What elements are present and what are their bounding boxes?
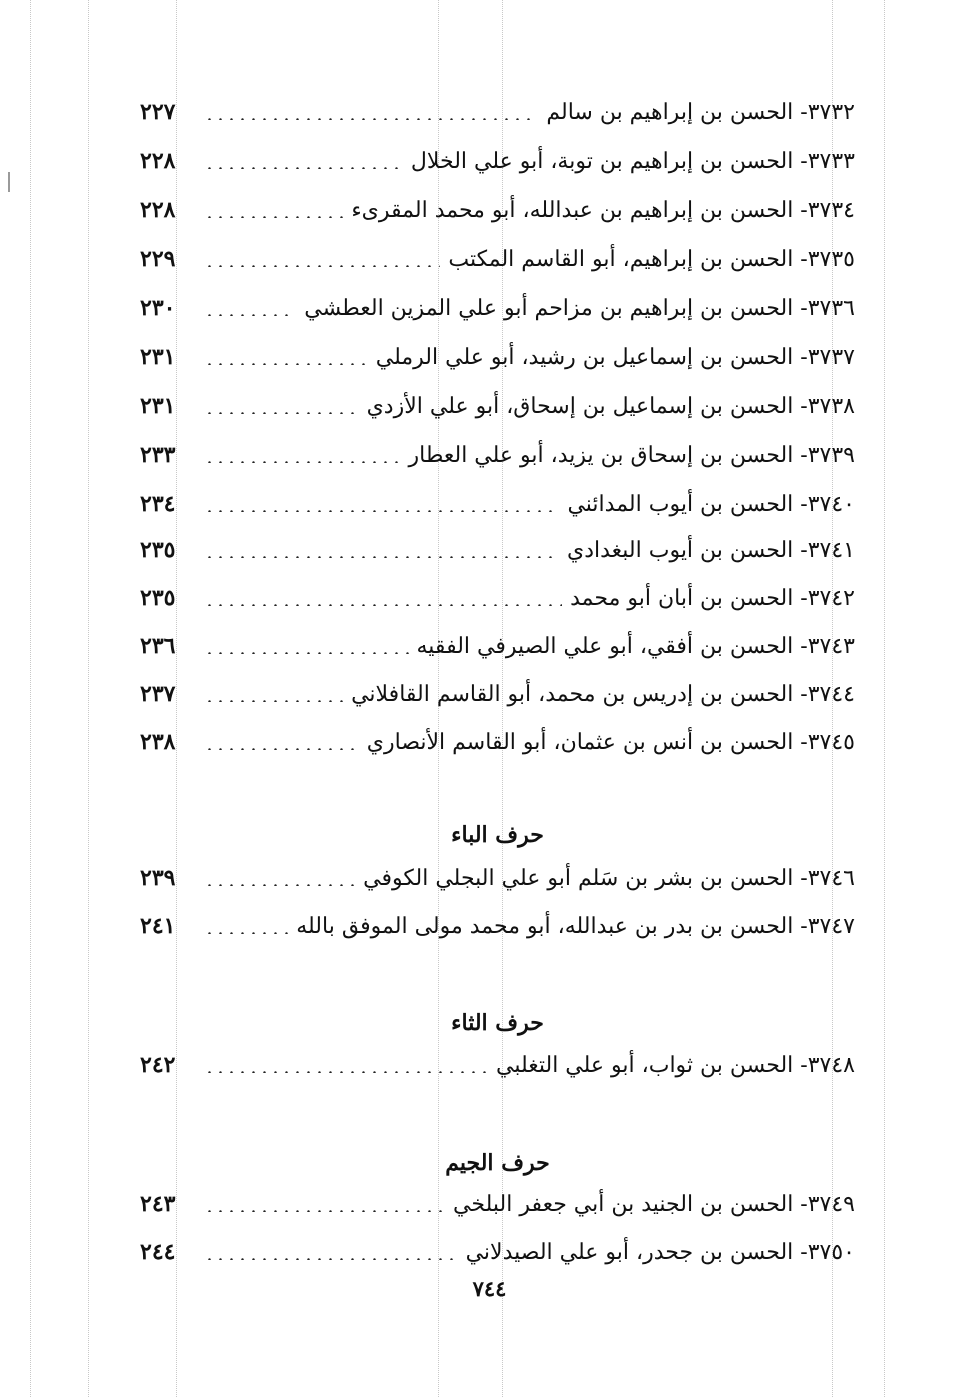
dot-leader [204,216,343,218]
entry-title: ٣٧٣٩- الحسن بن إسحاق بن يزيد، أبو علي العطار [408,442,855,468]
section-heading: حرف الثاء [451,1010,544,1036]
dot-leader [204,510,559,512]
entry-title: ٣٧٤٢- الحسن بن أبان أبو محمد [570,585,855,611]
toc-entry [140,722,855,762]
toc-entry [140,288,855,328]
entry-title: ٣٧٣٢- الحسن بن إبراهيم بن سالم [546,99,855,125]
toc-entry [140,92,855,132]
entry-title: ٣٧٤٧- الحسن بن بدر بن عبدالله، أبو محمد مولى الموفق بالله [296,913,855,939]
entry-page-number: ٢٣٤ [140,491,176,517]
entry-title: ٣٧٣٨- الحسن بن إسماعيل بن إسحاق، أبو علي الأزدي [366,393,855,419]
entry-page-number: ٢٣٠ [140,295,176,321]
section-heading: حرف الباء [451,822,544,848]
toc-entry [140,239,855,279]
entry-page-number: ٢٣٥ [140,537,176,563]
toc-entry [140,141,855,181]
toc-entry [140,626,855,666]
dot-leader [204,932,288,934]
toc-entry [140,858,855,898]
toc-entry [140,578,855,618]
entry-title: ٣٧٣٥- الحسن بن إبراهيم، أبو القاسم المكتب [448,246,855,272]
dot-leader [204,314,296,316]
entry-title: ٣٧٤٣- الحسن بن أفقي، أبو علي الصيرفي الفقيه [416,633,855,659]
toc-entry [140,1184,855,1224]
toc-entry [140,386,855,426]
entry-page-number: ٢٣٦ [140,633,176,659]
entry-page-number: ٢٢٧ [140,99,176,125]
entry-title: ٣٧٤١- الحسن بن أيوب البغدادي [567,537,855,563]
toc-entry [140,435,855,475]
entry-title: ٣٧٤٥- الحسن بن أنس بن عثمان، أبو القاسم الأنصاري [366,729,855,755]
scan-artifact-line [30,0,31,1397]
dot-leader [204,1210,445,1212]
toc-entry [140,906,855,946]
entry-page-number: ٢٣١ [140,393,176,419]
entry-title: ٣٧٥٠- الحسن بن جحدر، أبو علي الصيدلاني [465,1239,855,1265]
entry-title: ٣٧٣٧- الحسن بن إسماعيل بن رشيد، أبو علي الرملي [375,344,855,370]
toc-entry [140,530,855,570]
entry-title: ٣٧٤٠- الحسن بن أيوب المدائني [567,491,855,517]
entry-title: ٣٧٣٤- الحسن بن إبراهيم بن عبدالله، أبو محمد المقرىء [351,197,855,223]
scan-artifact-line [88,0,89,1397]
dot-leader [204,748,359,750]
margin-mark [8,172,10,192]
entry-page-number: ٢٤٤ [140,1239,176,1265]
entry-title: ٣٧٤٦- الحسن بن بشر بن سَلم أبو علي البجلي الكوفي [363,865,855,891]
entry-page-number: ٢٣٥ [140,585,176,611]
toc-entry [140,1232,855,1272]
entry-page-number: ٢٣٨ [140,729,176,755]
entry-page-number: ٢٢٨ [140,148,176,174]
dot-leader [204,461,401,463]
toc-entry [140,674,855,714]
entry-page-number: ٢٤١ [140,913,176,939]
entry-page-number: ٢٣٣ [140,442,176,468]
dot-leader [204,556,559,558]
dot-leader [204,1071,488,1073]
dot-leader [204,118,538,120]
entry-page-number: ٢٤٢ [140,1052,176,1078]
dot-leader [204,363,368,365]
section-heading: حرف الجيم [445,1150,550,1176]
dot-leader [204,265,440,267]
dot-leader [204,604,562,606]
entry-page-number: ٢٣٧ [140,681,176,707]
dot-leader [204,700,343,702]
toc-entry [140,1045,855,1085]
dot-leader [204,167,403,169]
entry-page-number: ٢٣٩ [140,865,176,891]
entry-title: ٣٧٤٤- الحسن بن إدريس بن محمد، أبو القاسم القافلاني [351,681,855,707]
toc-entry [140,484,855,524]
toc-entry [140,190,855,230]
toc-entry [140,337,855,377]
page-number: ٧٤٤ [472,1276,507,1301]
dot-leader [204,652,409,654]
dot-leader [204,412,359,414]
entry-page-number: ٢٢٩ [140,246,176,272]
dot-leader [204,884,355,886]
dot-leader [204,1258,458,1260]
entry-title: ٣٧٤٩- الحسن بن الجنيد بن أبي جعفر البلخي [453,1191,855,1217]
entry-page-number: ٢٤٣ [140,1191,176,1217]
entry-title: ٣٧٣٣- الحسن بن إبراهيم بن توبة، أبو علي الخلال [410,148,855,174]
entry-title: ٣٧٣٦- الحسن بن إبراهيم بن مزاحم أبو علي المزين العطشي [304,295,855,321]
scan-artifact-line [884,0,885,1397]
entry-page-number: ٢٢٨ [140,197,176,223]
entry-page-number: ٢٣١ [140,344,176,370]
entry-title: ٣٧٤٨- الحسن بن ثواب، أبو علي التغلبي [495,1052,855,1078]
